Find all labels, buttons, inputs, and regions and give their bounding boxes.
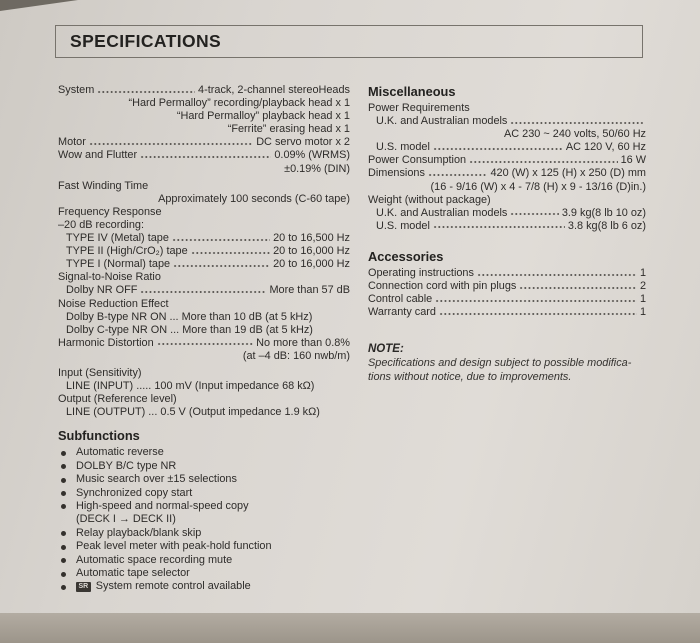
bullet-icon: [61, 464, 66, 469]
spec-value: 1: [639, 306, 646, 319]
spec-line: [58, 258, 350, 271]
subfunction-label: Automatic tape selector: [76, 567, 190, 579]
subfunction-label: Peak level meter with peak-hold function: [76, 540, 272, 553]
subfunction-label: Music search over ±15 selections: [76, 473, 237, 486]
accessories-heading: Accessories: [368, 248, 444, 264]
subfunctions-heading: Subfunctions: [58, 428, 140, 444]
spec-value: 20 to 16,000 Hz: [273, 258, 350, 271]
spec-line: “Hard Permalloy” recording/playback head x 1: [128, 97, 350, 110]
spec-line: (at –4 dB: 160 nwb/m): [242, 349, 350, 362]
spec-value: 1: [639, 266, 646, 279]
spec-line: –20 dB recording:: [58, 218, 144, 231]
note-line: tions without notice, due to improvements.: [368, 370, 572, 383]
subfunction-item: [58, 540, 350, 553]
note-block: [368, 343, 646, 384]
spec-value: AC 120 V, 60 Hz: [565, 141, 646, 154]
spec-line: Power Requirements: [368, 102, 470, 114]
subfunction-label: SR System remote control available: [76, 580, 350, 593]
dot-leader: [89, 136, 253, 145]
spec-line: [58, 232, 350, 245]
dot-leader: [477, 267, 637, 276]
spec-line: [58, 245, 350, 258]
note-heading: NOTE:: [368, 343, 404, 356]
subfunction-label: Relay playback/blank skip: [76, 526, 202, 539]
spec-line: ±0.19% (DIN): [284, 162, 350, 175]
spec-value: 3.8 kg(8 lb 6 oz): [567, 219, 646, 232]
dot-leader: [140, 149, 271, 158]
bullet-icon: [61, 504, 66, 509]
subfunction-label: Synchronized copy start: [76, 486, 193, 499]
dot-leader: [428, 167, 488, 176]
spec-line: (16 - 9/16 (W) x 4 - 7/8 (H) x 9 - 13/16 (D)in.): [430, 180, 646, 193]
spec-value: 4-track, 2-channel stereoHeads: [198, 84, 350, 96]
bullet-icon: [61, 558, 66, 563]
spec-value: No more than 0.8%: [256, 336, 350, 349]
spec-value: 420 (W) x 125 (H) x 250 (D) mm: [490, 167, 646, 180]
subfunction-item: [58, 500, 350, 527]
note-line: Specifications and design subject to possible modifica-: [368, 357, 632, 370]
spec-line: [58, 149, 350, 162]
spec-label: Motor: [58, 136, 86, 149]
spec-label: Harmonic Distortion: [58, 336, 154, 349]
dot-leader: [97, 84, 195, 93]
spec-line: [368, 141, 646, 154]
spec-line: [368, 306, 646, 319]
subfunction-item: [58, 580, 350, 593]
dot-leader: [435, 293, 637, 302]
subfunction-label: Automatic space recording mute: [76, 553, 233, 566]
spec-line: Fast Winding Time: [58, 179, 149, 192]
spec-line: [368, 267, 646, 280]
spec-line: [368, 154, 646, 167]
dot-leader: [510, 207, 558, 216]
dot-leader: [173, 258, 270, 267]
spec-label: Wow and Flutter: [58, 149, 138, 162]
spec-label: U.S. model: [376, 141, 430, 154]
bullet-icon: [61, 451, 66, 456]
spec-value: DC servo motor x 2: [256, 136, 350, 149]
spec-line: Noise Reduction Effect: [58, 297, 169, 310]
page-corner-shadow: [0, 0, 78, 11]
spec-line: Weight (without package): [368, 193, 491, 206]
spec-line: “Ferrite” erasing head x 1: [227, 123, 350, 136]
spec-label: System: [58, 84, 95, 96]
spec-label: Dimensions: [368, 167, 425, 180]
left-column: [58, 84, 350, 594]
spec-line: [58, 84, 350, 97]
bullet-icon: [61, 478, 66, 483]
spec-label: TYPE IV (Metal) tape: [66, 232, 169, 245]
spec-line: LINE (OUTPUT) ... 0.5 V (Output impedance 1.9 kΩ): [66, 406, 320, 419]
spec-label: Connection cord with pin plugs: [368, 280, 517, 293]
spec-value: 1: [639, 293, 646, 306]
subfunction-item: [58, 460, 350, 473]
dot-leader: [191, 245, 270, 254]
spec-list: [58, 84, 350, 419]
spec-label: Power Consumption: [368, 154, 467, 167]
dot-leader: [172, 232, 270, 241]
subfunction-item: [58, 567, 350, 580]
system-remote-icon: SR: [76, 582, 91, 592]
spec-label: Dolby NR OFF: [66, 284, 138, 297]
spec-line: Signal-to-Noise Ratio: [58, 271, 161, 284]
desk-surface: [0, 613, 700, 643]
accessories-list: [368, 267, 646, 319]
spec-line: [368, 115, 646, 128]
subfunction-item: [58, 487, 350, 500]
spec-label: TYPE II (High/CrO₂) tape: [66, 245, 188, 258]
dot-leader: [140, 284, 266, 293]
bullet-icon: [61, 585, 66, 590]
spec-line: [368, 207, 646, 220]
spec-line: [58, 337, 350, 350]
dot-leader: [157, 337, 254, 346]
spec-label: U.K. and Australian models: [376, 115, 508, 128]
page-title: SPECIFICATIONS: [70, 31, 222, 51]
spec-label: Warranty card: [368, 306, 436, 319]
spec-value: 3.9 kg(8 lb 10 oz): [561, 206, 646, 219]
dot-leader: [433, 141, 563, 150]
spec-value: 2: [639, 280, 646, 293]
spec-line: Approximately 100 seconds (C-60 tape): [158, 192, 350, 205]
spec-line: LINE (INPUT) ..... 100 mV (Input impedance 68 kΩ): [66, 380, 315, 393]
miscellaneous-heading: Miscellaneous: [368, 84, 456, 99]
spec-label: TYPE I (Normal) tape: [66, 258, 171, 271]
spec-line: Input (Sensitivity): [58, 366, 142, 379]
spec-value: 20 to 16,500 Hz: [273, 232, 350, 245]
spec-line: Dolby C-type NR ON ... More than 19 dB (at 5 kHz): [66, 323, 313, 336]
spec-line: [368, 293, 646, 306]
dot-leader: [469, 154, 618, 163]
spec-label: U.S. model: [376, 219, 430, 232]
spec-line: [58, 284, 350, 297]
subfunction-item: [58, 446, 350, 459]
dot-leader: [439, 306, 637, 315]
spec-line: [368, 280, 646, 293]
subfunction-item: [58, 554, 350, 567]
subfunction-label: DOLBY B/C type NR: [76, 459, 177, 472]
spec-line: [368, 167, 646, 180]
dot-leader: [519, 280, 637, 289]
spec-line: Frequency Response: [58, 205, 162, 218]
spec-line: [58, 136, 350, 149]
specifications-title-box: [55, 25, 643, 58]
spec-value: 0.09% (WRMS): [274, 149, 350, 162]
spec-line: AC 230 ~ 240 volts, 50/60 Hz: [504, 128, 646, 141]
bullet-icon: [61, 491, 66, 496]
subfunctions-list: [58, 446, 350, 593]
subfunction-label-continuation: (DECK I → DECK II): [76, 513, 176, 526]
spec-label: Control cable: [368, 293, 433, 306]
bullet-icon: [61, 531, 66, 536]
spec-label: U.K. and Australian models: [376, 206, 508, 219]
spec-value: More than 57 dB: [269, 284, 350, 297]
bullet-icon: [61, 572, 66, 577]
right-column: [368, 84, 646, 385]
dot-leader: [433, 220, 565, 229]
miscellaneous-list: [368, 102, 646, 233]
subfunction-item: [58, 473, 350, 486]
spec-label: Operating instructions: [368, 266, 474, 279]
bullet-icon: [61, 545, 66, 550]
spec-line: Output (Reference level): [58, 393, 177, 406]
subfunction-label: Automatic reverse: [76, 446, 164, 459]
subfunction-item: [58, 527, 350, 540]
subfunction-label: High-speed and normal-speed copy (DECK I → DECK II): [76, 500, 350, 527]
spec-line: Dolby B-type NR ON ... More than 10 dB (at 5 kHz): [66, 310, 313, 323]
spec-line: [368, 220, 646, 233]
spec-value: 20 to 16,000 Hz: [273, 245, 350, 258]
spec-line: “Hard Permalloy” playback head x 1: [176, 110, 350, 123]
spec-value: 16 W: [620, 154, 646, 167]
dot-leader: [510, 115, 643, 124]
